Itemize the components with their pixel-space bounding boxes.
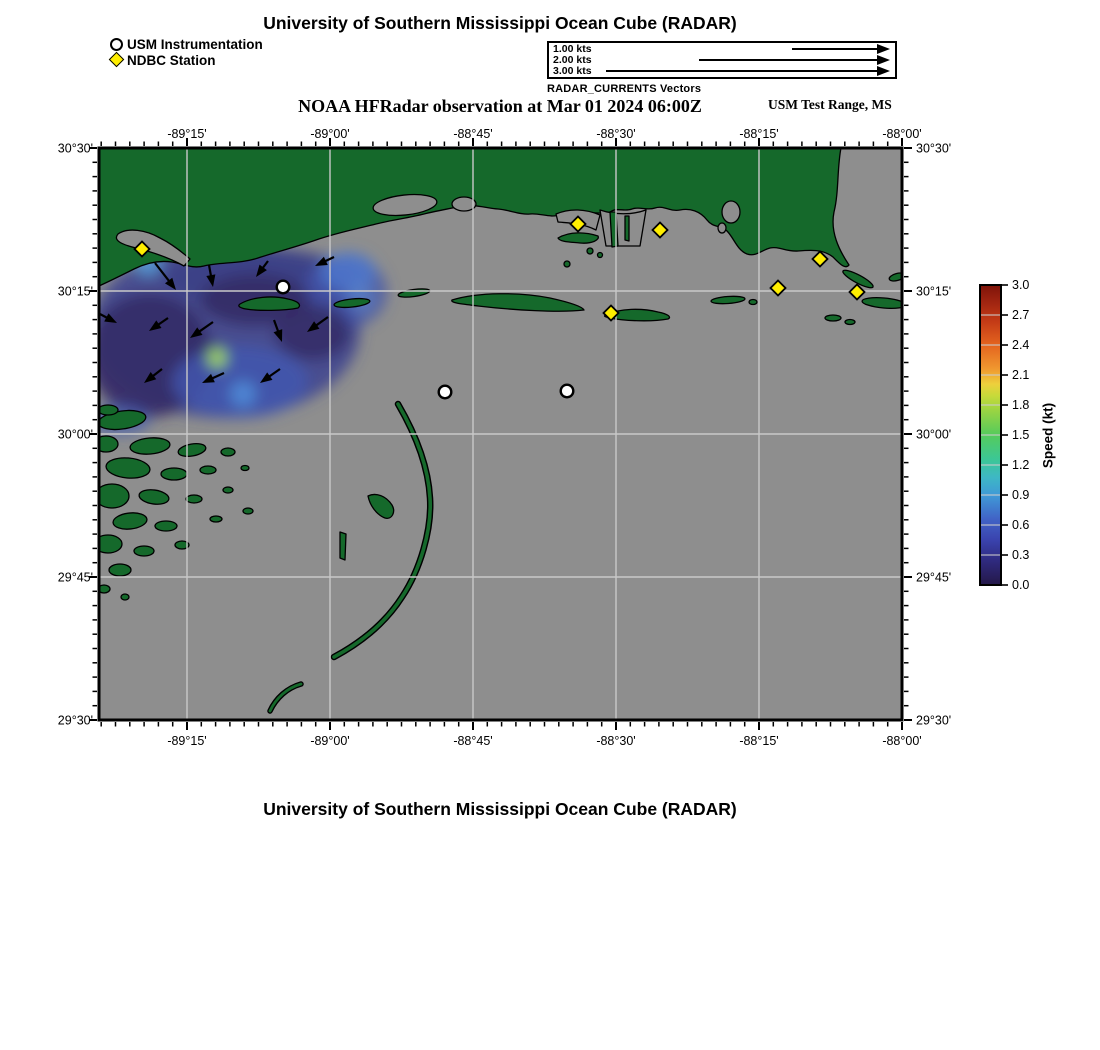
lon-tick-label: -88°45' bbox=[453, 734, 493, 748]
colorbar-tick-label: 2.7 bbox=[1012, 308, 1030, 322]
lat-tick-label: 30°30' bbox=[57, 141, 93, 156]
lat-tick-label: 30°30' bbox=[916, 141, 952, 156]
colorbar-tick-label: 0.9 bbox=[1012, 488, 1030, 502]
usm-station-marker bbox=[439, 386, 452, 399]
vector-scale-label: 1.00 kts bbox=[553, 42, 592, 55]
lon-tick-label: -88°00' bbox=[882, 127, 922, 141]
colorbar-tick-label: 2.1 bbox=[1012, 368, 1030, 382]
colorbar bbox=[980, 278, 1029, 592]
lon-tick-label: -88°45' bbox=[453, 127, 493, 141]
vector-scale-caption: RADAR_CURRENTS Vectors bbox=[547, 83, 702, 95]
colorbar-tick-label: 1.5 bbox=[1012, 428, 1030, 442]
lon-tick-label: -88°30' bbox=[596, 127, 636, 141]
colorbar-tick-label: 2.4 bbox=[1012, 338, 1030, 352]
lat-tick-label: 29°30' bbox=[57, 713, 93, 728]
lon-tick-label: -89°00' bbox=[310, 734, 350, 748]
lat-tick-label: 29°45' bbox=[916, 570, 952, 585]
colorbar-tick-label: 0.0 bbox=[1012, 578, 1030, 592]
legend-label: USM Instrumentation bbox=[127, 36, 263, 52]
lat-tick-label: 30°15' bbox=[57, 284, 93, 299]
lat-tick-label: 30°00' bbox=[57, 427, 93, 442]
lon-tick-label: -89°15' bbox=[167, 127, 207, 141]
lat-tick-label: 29°30' bbox=[916, 713, 952, 728]
colorbar-title: Speed (kt) bbox=[1040, 402, 1056, 469]
observation-subtitle: NOAA HFRadar observation at Mar 01 2024 06:00Z bbox=[298, 96, 702, 116]
vector-scale-label: 3.00 kts bbox=[553, 64, 592, 77]
lon-tick-label: -89°00' bbox=[310, 127, 350, 141]
test-range-label: USM Test Range, MS bbox=[768, 97, 892, 112]
footer-title: University of Southern Mississippi Ocean Cube (RADAR) bbox=[263, 799, 737, 819]
vector-scale-label: 2.00 kts bbox=[553, 53, 592, 66]
lon-tick-label: -88°15' bbox=[739, 734, 779, 748]
colorbar-tick-label: 1.8 bbox=[1012, 398, 1030, 412]
lat-tick-label: 29°45' bbox=[57, 570, 93, 585]
colorbar-tick-label: 0.3 bbox=[1012, 548, 1030, 562]
colorbar-tick-label: 3.0 bbox=[1012, 278, 1030, 292]
lon-tick-label: -89°15' bbox=[167, 734, 207, 748]
usm-station-marker bbox=[277, 281, 290, 294]
colorbar-tick-label: 0.6 bbox=[1012, 518, 1030, 532]
lat-tick-label: 30°00' bbox=[916, 427, 952, 442]
legend-label: NDBC Station bbox=[127, 52, 216, 68]
colorbar-tick-label: 1.2 bbox=[1012, 458, 1030, 472]
page-title: University of Southern Mississippi Ocean Cube (RADAR) bbox=[263, 13, 737, 33]
lon-tick-label: -88°30' bbox=[596, 734, 636, 748]
lat-tick-label: 30°15' bbox=[916, 284, 952, 299]
lon-tick-label: -88°00' bbox=[882, 734, 922, 748]
usm-station-marker bbox=[561, 385, 574, 398]
lon-tick-label: -88°15' bbox=[739, 127, 779, 141]
